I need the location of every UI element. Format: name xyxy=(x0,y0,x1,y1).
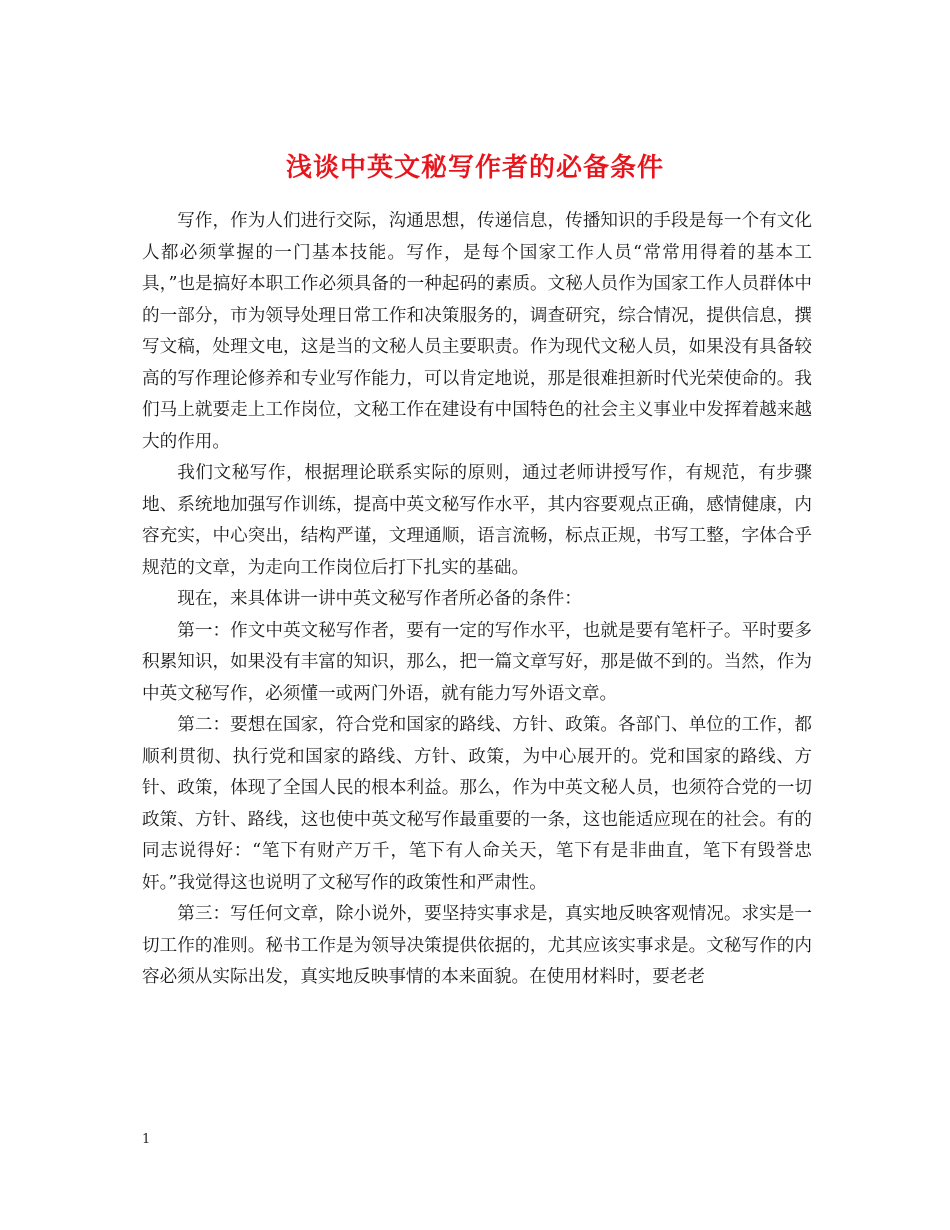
paragraph-training: 我们文秘写作，根据理论联系实际的原则，通过老师讲授写作，有规范，有步骤地、系统地加强写作训练，提高中英文秘写作水平，其内容要观点正确，感情健康，内容充实，中心突出，结构严谨，文理通顺，语言流畅，标点正规，书写工整，字体合乎规范的文章，为走向工作岗位后打下扎实的基础。 xyxy=(142,463,812,578)
paragraph-intro: 写作，作为人们进行交际，沟通思想，传递信息，传播知识的手段是每一个有文化人都必须掌握的一门基本技能。写作，是每个国家工作人员“常常用得着的基本工具，”也是搞好本职工作必须具备的一种起码的素质。文秘人员作为国家工作人员群体中的一部分，市为领导处理日常工作和决策服务的，调查研究，综合情况，提供信息，撰写文稿，处理文电，这是当的文秘人员主要职责。作为现代文秘人员，如果没有具备较高的写作理论修养和专业写作能力，可以肯定地说，那是很难担新时代光荣使命的。我们马上就要走上工作岗位，文秘工作在建设有中国特色的社会主义事业中发挥着越来越大的作用。 xyxy=(142,211,812,452)
paragraph-third-condition: 第三：写任何文章，除小说外，要坚持实事求是，真实地反映客观情况。求实是一切工作的准则。秘书工作是为领导决策提供依据的，尤其应该实事求是。文秘写作的内容必须从实际出发，真实地反映事情的本来面貌。在使用材料时，要老老 xyxy=(142,904,812,987)
document-title: 浅谈中英文秘写作者的必备条件 xyxy=(285,153,664,184)
page-number: 1 xyxy=(142,1132,151,1147)
paragraph-conditions-lead: 现在，来具体讲一讲中英文秘写作者所必备的条件： xyxy=(177,589,582,609)
paragraph-first-condition: 第一：作文中英文秘写作者，要有一定的写作水平，也就是要有笔杆子。平时要多积累知识，如果没有丰富的知识，那么，把一篇文章写好，那是做不到的。当然，作为中英文秘写作，必须懂一或两门外语，就有能力写外语文章。 xyxy=(142,620,812,704)
paragraph-second-condition: 第二：要想在国家，符合党和国家的路线、方针、政策。各部门、单位的工作，都顺利贯彻、执行党和国家的路线、方针、政策，为中心展开的。党和国家的路线、方针、政策，体现了全国人民的根本利益。那么，作为中英文秘人员，也须符合党的一切政策、方针、路线，这也使中英文秘写作最重要的一条，这也能适应现在的社会。有的同志说得好：“笔下有财产万千，笔下有人命关天，笔下有是非曲直，笔下有毁誉忠奸。”我觉得这也说明了文秘写作的政策性和严肃性。 xyxy=(142,715,812,893)
document-body xyxy=(142,206,812,994)
